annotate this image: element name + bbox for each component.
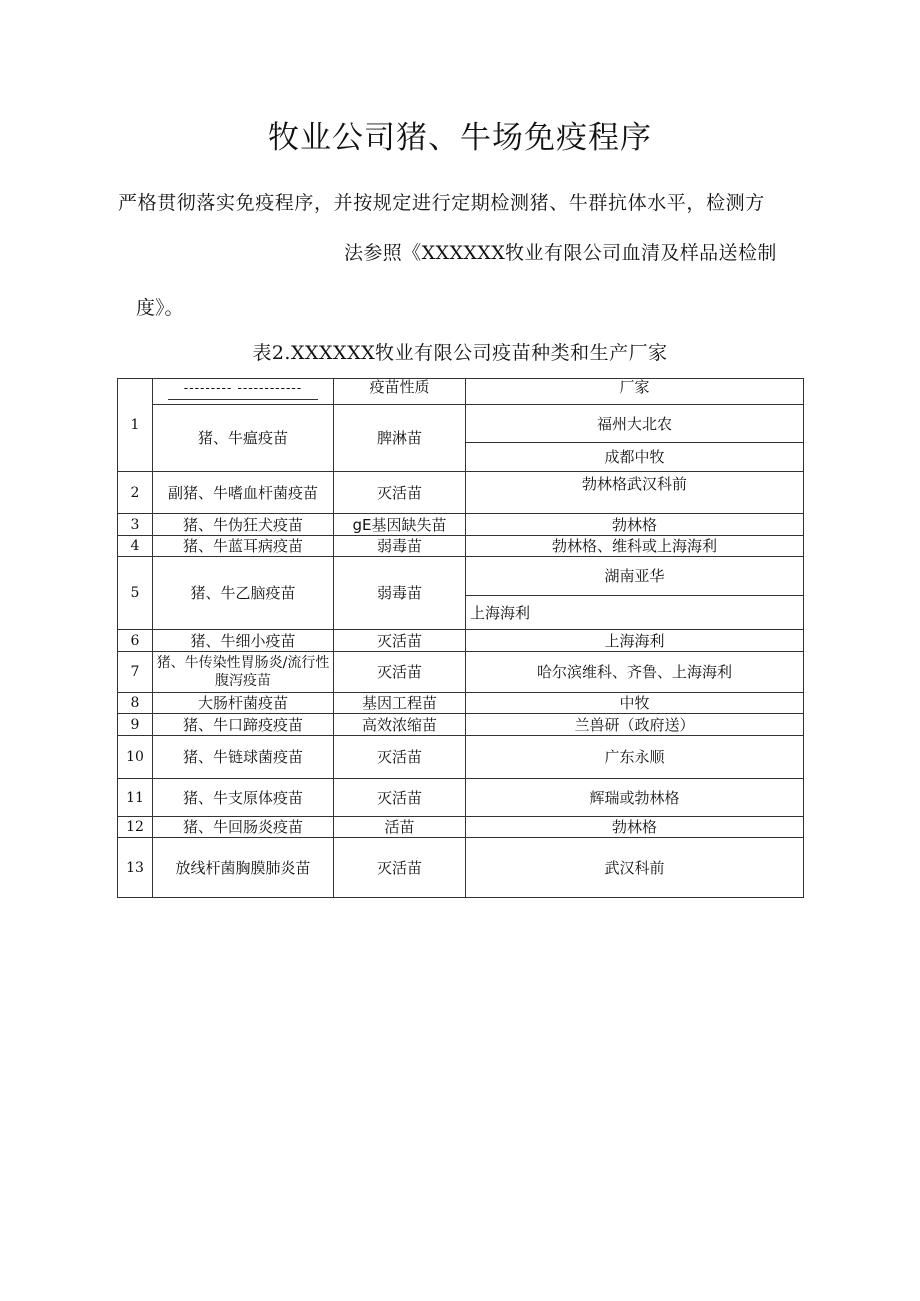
vaccine-type: 灭活苗 — [334, 736, 466, 779]
vaccine-name: 放线杆菌胸膜肺炎苗 — [153, 838, 334, 898]
vaccine-name: 猪、牛乙脑疫苗 — [153, 557, 334, 630]
row-number: 9 — [118, 714, 153, 736]
paragraph-line-1: 严格贯彻落实免疫程序，并按规定进行定期检测猪、牛群抗体水平，检测方 — [118, 192, 765, 214]
row-number: 2 — [118, 472, 153, 514]
header-underline — [168, 399, 318, 400]
vaccine-maker: 勃林格 — [466, 514, 804, 536]
row-number: 12 — [118, 817, 153, 838]
vaccine-type: gE基因缺失苗 — [334, 514, 466, 536]
paragraph-line-3: 度》。 — [136, 297, 184, 319]
row-number: 7 — [118, 652, 153, 693]
vaccine-type: 灭活苗 — [334, 838, 466, 898]
vaccine-maker: 兰兽研（政府送） — [466, 714, 804, 736]
vaccine-type: 弱毒苗 — [334, 557, 466, 630]
table-row — [118, 779, 804, 817]
table-row — [118, 817, 804, 838]
table-row — [118, 557, 804, 596]
vaccine-maker: 辉瑞或勃林格 — [466, 779, 804, 817]
vaccine-maker: 勃林格 — [466, 817, 804, 838]
header-dashes: --------- ------------ — [183, 381, 303, 396]
vaccine-type: 灭活苗 — [334, 630, 466, 652]
vaccine-type: 高效浓缩苗 — [334, 714, 466, 736]
vaccine-name: 猪、牛链球菌疫苗 — [153, 736, 334, 779]
table-row — [118, 514, 804, 536]
table-row — [118, 405, 804, 443]
vaccine-maker: 上海海利 — [466, 596, 804, 630]
table-row — [118, 714, 804, 736]
vaccine-maker: 上海海利 — [466, 630, 804, 652]
vaccine-type: 灭活苗 — [334, 652, 466, 693]
vaccine-name: 猪、牛回肠炎疫苗 — [153, 817, 334, 838]
vaccine-name: 猪、牛蓝耳病疫苗 — [153, 536, 334, 557]
vaccine-maker: 湖南亚华 — [466, 557, 804, 596]
vaccine-table — [117, 378, 804, 898]
vaccine-maker: 成都中牧 — [466, 443, 804, 472]
vaccine-type: 灭活苗 — [334, 472, 466, 514]
header-type: 疫苗性质 — [334, 379, 466, 405]
vaccine-name: 副猪、牛嗜血杆菌疫苗 — [153, 472, 334, 514]
page-title: 牧业公司猪、牛场免疫程序 — [268, 120, 652, 156]
vaccine-name: 猪、牛伪狂犬疫苗 — [153, 514, 334, 536]
row-number: 3 — [118, 514, 153, 536]
table-row — [118, 379, 804, 405]
vaccine-name: 猪、牛口蹄疫疫苗 — [153, 714, 334, 736]
row-number: 11 — [118, 779, 153, 817]
table-row — [118, 838, 804, 898]
vaccine-maker: 福州大北农 — [466, 405, 804, 443]
vaccine-maker: 哈尔滨维科、齐鲁、上海海利 — [466, 652, 804, 693]
vaccine-type: 弱毒苗 — [334, 536, 466, 557]
paragraph-line-2: 法参照《XXXXXX牧业有限公司血清及样品送检制 — [344, 242, 777, 264]
table-row — [118, 536, 804, 557]
table-caption: 表2.XXXXXX牧业有限公司疫苗种类和生产厂家 — [252, 342, 668, 364]
row-number: 4 — [118, 536, 153, 557]
header-maker: 厂家 — [466, 379, 804, 405]
table-row — [118, 736, 804, 779]
vaccine-maker: 广东永顺 — [466, 736, 804, 779]
vaccine-name: 猪、牛传染性胃肠炎/流行性腹泻疫苗 — [153, 652, 334, 693]
row-number: 13 — [118, 838, 153, 898]
vaccine-type: 活苗 — [334, 817, 466, 838]
vaccine-type: 脾淋苗 — [334, 405, 466, 472]
row-number: 10 — [118, 736, 153, 779]
row-number: 6 — [118, 630, 153, 652]
table-row — [118, 630, 804, 652]
vaccine-type: 灭活苗 — [334, 779, 466, 817]
header-name-cell — [153, 379, 334, 405]
row-number: 5 — [118, 557, 153, 630]
row-number: 1 — [118, 379, 153, 472]
row-number: 8 — [118, 693, 153, 714]
vaccine-name: 大肠杆菌疫苗 — [153, 693, 334, 714]
vaccine-type: 基因工程苗 — [334, 693, 466, 714]
table-row — [118, 693, 804, 714]
vaccine-maker: 中牧 — [466, 693, 804, 714]
vaccine-maker: 勃林格、维科或上海海利 — [466, 536, 804, 557]
vaccine-maker: 勃林格武汉科前 — [466, 472, 804, 514]
vaccine-name: 猪、牛细小疫苗 — [153, 630, 334, 652]
vaccine-name: 猪、牛瘟疫苗 — [153, 405, 334, 472]
vaccine-maker: 武汉科前 — [466, 838, 804, 898]
table-row — [118, 472, 804, 514]
table-row — [118, 652, 804, 693]
vaccine-name: 猪、牛支原体疫苗 — [153, 779, 334, 817]
